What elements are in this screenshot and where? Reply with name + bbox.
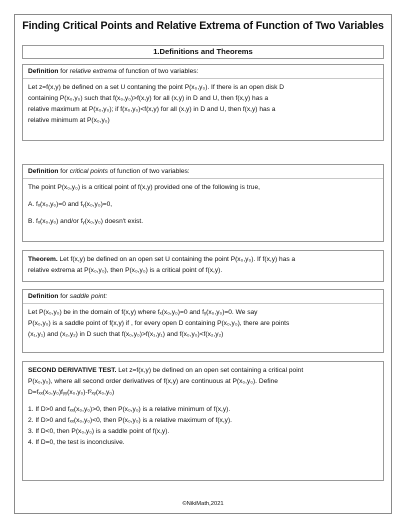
theorem-line: Theorem. Let f(x,y) be defined on an open set U containing the point P(x₀,y₀). If f(x,y) has a (28, 256, 296, 263)
definition-line: (x₁,y₁) and (x₂,y₂) in D such that f(x₀,y₀)>f(x₁,y₁) and f(x₀,y₀)<f(x₂,y₂) (28, 331, 224, 338)
definition-label: Definition (28, 168, 59, 175)
definition-header: Definition for relative extrema of function of two variables: (23, 65, 383, 79)
second-derivative-test-box (22, 361, 384, 481)
relative-extrema-definition-box (22, 64, 384, 141)
definition-line: The point P(x₀,y₀) is a critical point of f(x,y) provided one of the following is true, (28, 184, 260, 191)
theorem-line: relative extrema at P(x₀,y₀), then P(x₀,y₀) is a critical point of f(x,y). (28, 267, 223, 274)
definition-line: Let P(x₀,y₀) be in the domain of f(x,y) where fₓ(x₀,y₀)=0 and fᵧ(x₀,y₀)=0. We say (28, 309, 258, 316)
definition-header: Definition for critical points of function of two variables: (23, 165, 383, 179)
test-case: 1. If D>0 and fₓₓ(x₀,y₀)>0, then P(x₀,y₀) is a relative minimum of f(x,y). (28, 406, 231, 413)
theorem-body (23, 251, 383, 278)
definition-body (23, 79, 383, 128)
test-case: 2. If D>0 and fₓₓ(x₀,y₀)<0, then P(x₀,y₀) is a relative maximum of f(x,y). (28, 417, 232, 424)
definition-line: containing P(x₀,y₀) such that f(x₀,y₀)>f(x,y) for all (x,y) in D and U, then f(x,y) has a (28, 95, 269, 102)
test-line: P(x₀,y₀), where all second order derivatives of f(x,y) are continuous at P(x₀,y₀). Define (28, 378, 278, 385)
document-page (14, 14, 392, 514)
definition-body (23, 304, 383, 342)
test-case: 3. If D<0, then P(x₀,y₀) is a saddle point of f(x,y). (28, 428, 170, 435)
condition-b: B. fₓ(x₀,y₀) and/or fᵧ(x₀,y₀) doesn't exist. (28, 218, 144, 225)
discriminant-formula: D=fₓₓ(x₀,y₀)fᵧᵧ(x₀,y₀)-f²ₓᵧ(x₀,y₀) (28, 389, 115, 396)
test-label: SECOND DERIVATIVE TEST. (28, 367, 117, 374)
test-cases-list (28, 404, 378, 448)
definition-header: Definition for saddle point: (23, 290, 383, 304)
test-line: SECOND DERIVATIVE TEST. Let z=f(x,y) be defined on an open set containing a critical point (28, 367, 304, 374)
test-case: 4. If D=0, the test is inconclusive. (28, 439, 125, 446)
definition-line: relative maximum at P(x₀,y₀); if f(x₀,y₀)<f(x,y) for all (x,y) in D and U, then f(x,y) has a (28, 106, 276, 113)
test-body (23, 362, 383, 450)
definition-line: relative minimum at P(x₀,y₀) (28, 117, 110, 124)
copyright-footer: ©NikiMath,2021 (182, 501, 224, 507)
definition-label: Definition (28, 68, 59, 75)
section-heading: 1.Definitions and Theorems (22, 45, 384, 59)
critical-points-definition-box (22, 164, 384, 242)
page-title: Finding Critical Points and Relative Extrema of Function of Two Variables (22, 20, 384, 32)
definition-body (23, 179, 383, 229)
condition-a: A. fₓ(x₀,y₀)=0 and fᵧ(x₀,y₀)=0, (28, 201, 113, 208)
definition-line: P(x₀,y₀) is a saddle point of f(x,y) if , for every open D containing P(x₀,y₀), there are points (28, 320, 290, 327)
definition-line: Let z=f(x,y) be defined on a set U contaning the point P(x₀,y₀). If there is an open disk D (28, 84, 284, 91)
theorem-label: Theorem. (28, 256, 58, 263)
saddle-point-definition-box (22, 289, 384, 353)
theorem-box (22, 250, 384, 282)
definition-label: Definition (28, 293, 59, 300)
